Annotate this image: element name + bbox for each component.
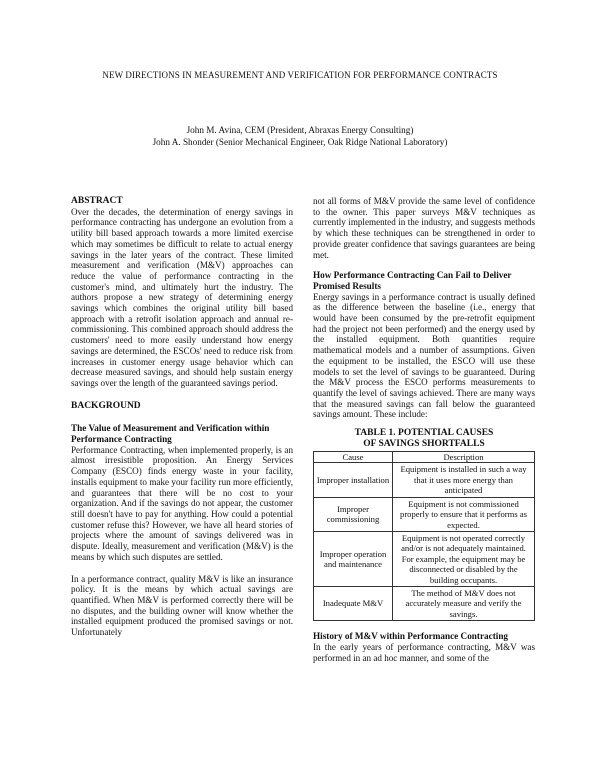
failure-paragraph: Energy savings in a performance contract is usually defined as the difference between the baseline (i.e., energy that would have been consumed by the pre-retrofit equipment had the project not been performed) and the energy used by the installed equipment. Both quantities require mathematical models and a number of assumptions. Given the equipment to be installed, the ESCO will use these models to set the level of savings to be guaranteed. During the M&V process the ESCO performs measurements to quantify the level of savings achieved. There are many ways that the measured savings can fall below the guaranteed savings amount. These include: [313,291,535,420]
left-column [71,196,293,638]
table-cell-cause: Improper installation [314,463,393,497]
table-row [314,463,535,497]
history-paragraph: In the early years of performance contracting, M&V was performed in an ad hoc manner, and some of the [313,641,535,663]
table-cell-cause: Inadequate M&V [314,586,393,620]
right-column [313,196,535,663]
continuation-paragraph: not all forms of M&V provide the same level of confidence to the owner. This paper surveys M&V techniques as currently implemented in the industry, and suggests methods by which these techniques can be strengthened in order to provide greater confidence that savings guarantees are being met. [313,196,535,260]
history-subheading: History of M&V within Performance Contracting [313,631,509,642]
author-1: John M. Avina, CEM (President, Abraxas Energy Consulting) [186,125,414,135]
table-cell-cause: Improper commissioning [314,497,393,531]
table-title-line-2: OF SAVINGS SHORTFALLS [363,438,485,449]
table-cell-description: Equipment is installed in such a way that it uses more energy than anticipated [393,463,535,497]
table-row [314,497,535,531]
abstract-heading: ABSTRACT [71,196,123,206]
table-header-row [314,452,535,463]
table-header-description: Description [393,452,535,463]
table-header-cause: Cause [314,452,393,463]
table-cell-description: Equipment is not operated correctly and/or is not adequately maintained. For example, the equipment may be disconnected or disabled by the building occupants. [393,531,535,586]
table-title-line-1: TABLE 1. POTENTIAL CAUSES [354,428,494,439]
table-row [314,531,535,586]
table-row [314,586,535,620]
table-cell-cause: Improper operation and maintenance [314,531,393,586]
background-paragraph-2: In a performance contract, quality M&V is like an insurance policy. It is the means by which actual savings are quantified. When M&V is performed correctly there will be no disputes, and the building owner will know whether the installed equipment produced the promised savings or not. Unfortunately [71,573,293,638]
savings-shortfalls-table [313,451,535,621]
author-2: John A. Shonder (Senior Mechanical Engineer, Oak Ridge National Laboratory) [152,137,448,147]
table-cell-description: The method of M&V does not accurately measure and verify the savings. [393,586,535,620]
table-cell-description: Equipment is not commissioned properly to ensure that it performs as expected. [393,497,535,531]
abstract-text: Over the decades, the determination of energy savings in performance contracting has undergone an evolution from a utility bill based approach towards a more limited exercise which may sometimes be difficult to relate to actual energy savings in the later years of the contract. These limited measurement and verification (M&V) approaches can reduce the value of performance contracting in the customer's mind, and ultimately hurt the industry. The authors propose a new strategy of determining energy savings which combines the original utility bill based approach with a retrofit isolation approach and annual re-commissioning. This combined approach should address the customers' need to more easily understand how energy savings are determined, the ESCOs' need to reduce risk from increases in customer energy usage behavior which can decrease measured savings, and should help sustain energy savings over the length of the guaranteed savings period. [71,206,293,388]
failure-subheading: How Performance Contracting Can Fail to Deliver Promised Results [313,270,512,291]
background-heading: BACKGROUND [71,400,141,411]
paper-title: NEW DIRECTIONS IN MEASUREMENT AND VERIFICATION FOR PERFORMANCE CONTRACTS [102,70,498,80]
table-title [313,428,535,449]
author-block [0,124,600,148]
mv-value-subheading: The Value of Measurement and Verification within Performance Contracting [71,423,270,445]
background-paragraph-1: Performance Contracting, when implemented properly, is an almost irresistible proposition. An Energy Services Company (ESCO) finds energy waste in your facility, installs equipment to make your facility run more efficiently, and guarantees that there will be no cost to your organization. And if the savings do not appear, the customer still doesn't have to pay for anything. How could a potential customer refuse this? However, we have all heard stories of projects where the amount of savings delivered was in dispute. Ideally, measurement and verification (M&V) is the means by which such disputes are settled. [71,444,293,562]
